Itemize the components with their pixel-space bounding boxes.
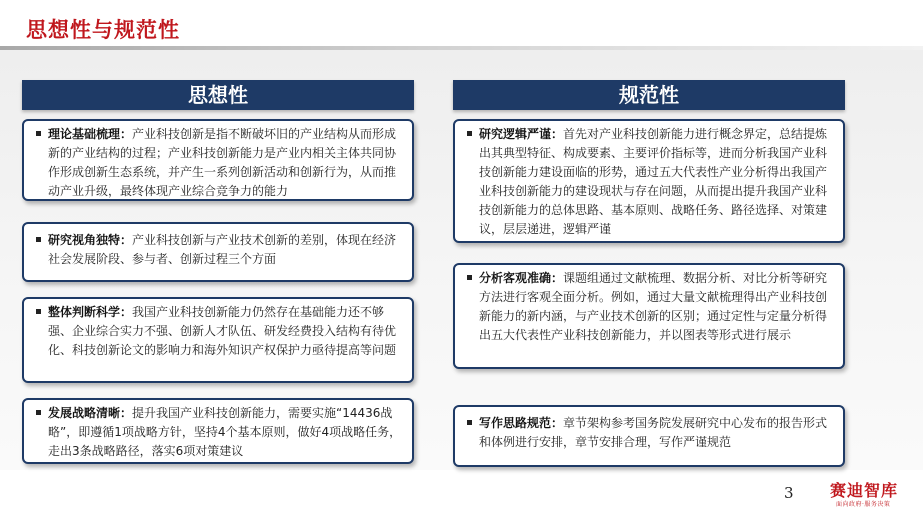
- card-heading: 分析客观准确：: [479, 271, 564, 285]
- right-card-writing: [453, 405, 845, 467]
- card-heading: 写作思路规范：: [479, 416, 564, 430]
- left-card-strategy: [22, 398, 414, 464]
- bullet-icon: [467, 131, 472, 136]
- card-body: 提升我国产业科技创新能力，需要实施“14436战略”，即遵循1项战略方针，坚持4个基本原则，做好4项战略任务，走出3条战略路径，落实6项对策建议: [48, 406, 402, 458]
- card-body: 产业科技创新是指不断破坏旧的产业结构从而形成新的产业结构的过程；产业科技创新能力是产业内相关主体共同协作形成创新生态系统，并产生一系列创新活动和创新行为，从而推动产业升级，最终体现产业综合竞争力的能力: [48, 127, 397, 198]
- right-card-logic: [453, 119, 845, 243]
- slide-title: 思想性与规范性: [26, 18, 180, 42]
- bullet-icon: [36, 131, 41, 136]
- left-card-theory: [22, 119, 414, 201]
- logo-name: 赛迪智库: [830, 481, 899, 500]
- card-heading: 发展战略清晰：: [48, 406, 133, 420]
- ccid-logo: [830, 481, 916, 515]
- card-heading: 整体判断科学：: [48, 305, 133, 319]
- page-number: 3: [784, 484, 794, 502]
- card-heading: 理论基础梳理：: [48, 127, 133, 141]
- bullet-icon: [36, 309, 41, 314]
- bullet-icon: [467, 420, 472, 425]
- card-body: 课题组通过文献梳理、数据分析、对比分析等研究方法进行客观全面分析。例如，通过大量文献梳理得出产业科技创新能力的新内涵，与产业技术创新的区别；通过定性与定量分析得出五大代表性产业科技创新能力，并以图表等形式进行展示: [479, 271, 828, 342]
- card-body: 产业科技创新与产业技术创新的差别，体现在经济社会发展阶段、参与者、创新过程三个方面: [48, 233, 397, 266]
- card-heading: 研究视角独特：: [48, 233, 133, 247]
- bullet-icon: [467, 275, 472, 280]
- card-body: 我国产业科技创新能力仍然存在基础能力还不够强、企业综合实力不强、创新人才队伍、研发经费投入结构有待优化、科技创新论文的影响力和海外知识产权保护力亟待提高等问题: [48, 305, 397, 357]
- left-column-header: 思想性: [22, 80, 414, 110]
- bullet-icon: [36, 237, 41, 242]
- logo-slogan: 面向政府·服务决策: [836, 501, 891, 508]
- card-body: 章节架构参考国务院发展研究中心发布的报告形式和体例进行安排，章节安排合理，写作严谨规范: [479, 416, 828, 449]
- right-column-header: 规范性: [453, 80, 845, 110]
- card-body: 首先对产业科技创新能力进行概念界定，总结提炼出其典型特征、构成要素、主要评价指标等，进而分析我国产业科技创新能力建设面临的形势，通过五大代表性产业分析得出我国产业科技创新能力的建设现状与存在问题，从而提出提升我国产业科技创新能力的总体思路、基本原则、战略任务、路径选择、对策建议，层层递进，逻辑严谨: [479, 127, 828, 236]
- card-heading: 研究逻辑严谨：: [479, 127, 564, 141]
- bullet-icon: [36, 410, 41, 415]
- left-card-perspective: [22, 222, 414, 282]
- right-card-analysis: [453, 263, 845, 369]
- left-card-judgement: [22, 297, 414, 383]
